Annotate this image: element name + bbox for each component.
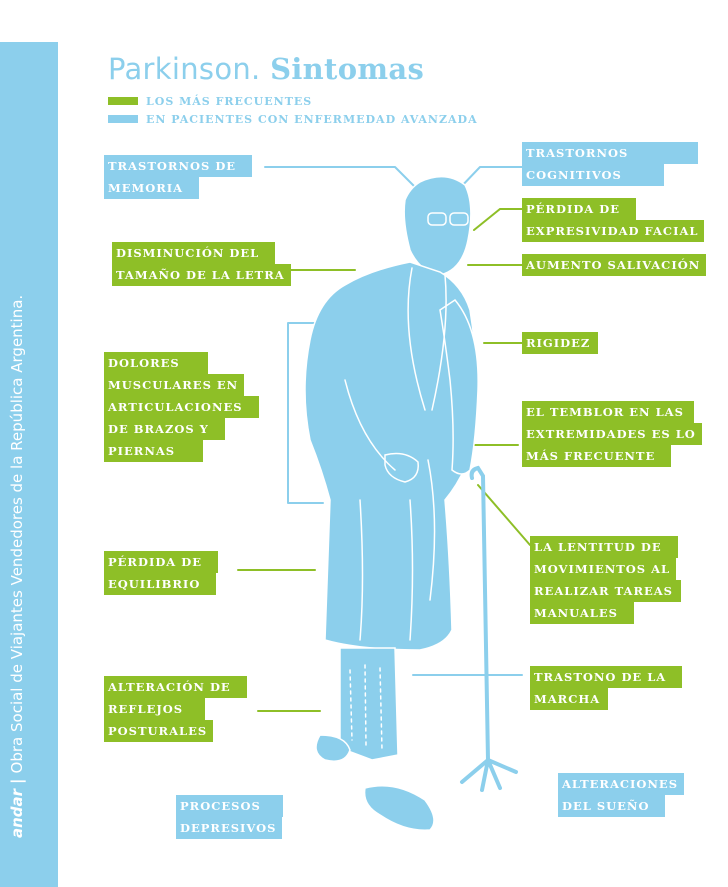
symptom-cognitivos: [522, 142, 698, 186]
symptom-lentitud: [530, 536, 681, 624]
organization-name: Obra Social de Viajantes Vendedores de la República Argentina.: [8, 294, 26, 774]
label-line: LA LENTITUD DE: [530, 536, 678, 558]
title-light: Parkinson.: [108, 52, 261, 86]
label-line: REALIZAR TAREAS: [530, 580, 681, 602]
label-line: PROCESOS: [176, 795, 283, 817]
label-line: TAMAÑO DE LA LETRA: [112, 264, 291, 286]
label-line: MÁS FRECUENTE: [522, 445, 671, 467]
label-line: PIERNAS: [104, 440, 203, 462]
label-line: TRASTONO DE LA: [530, 666, 682, 688]
label-line: DISMINUCIÓN DEL: [112, 242, 275, 264]
label-line: TRASTORNOS DE: [104, 155, 252, 177]
head-shape: [404, 177, 471, 275]
legend-label: LOS MÁS FRECUENTES: [146, 94, 313, 108]
label-line: EL TEMBLOR EN LAS: [522, 401, 694, 423]
brand-separator: |: [8, 778, 26, 784]
label-line: MOVIMIENTOS AL: [530, 558, 676, 580]
label-line: PÉRDIDA DE: [104, 551, 218, 573]
leader-line-memoria: [265, 167, 420, 192]
label-line: ALTERACIÓN DE: [104, 676, 247, 698]
label-line: TRASTORNOS: [522, 142, 698, 164]
symptom-depresivos: [176, 795, 283, 839]
symptom-salivacion: [522, 254, 706, 276]
label-line: ARTICULACIONES: [104, 396, 259, 418]
label-line: COGNITIVOS: [522, 164, 664, 186]
leader-line-expresividad: [474, 209, 522, 230]
symptom-letra: [112, 242, 291, 286]
leader-line-cognitivos: [458, 167, 522, 190]
label-line: POSTURALES: [104, 720, 213, 742]
label-line: MEMORIA: [104, 177, 199, 199]
cane: [462, 468, 516, 790]
label-line: AUMENTO SALIVACIÓN: [522, 254, 706, 276]
symptom-reflejos: [104, 676, 247, 742]
label-line: DE BRAZOS Y: [104, 418, 225, 440]
legend-label: EN PACIENTES CON ENFERMEDAD AVANZADA: [146, 112, 478, 126]
symptom-temblor: [522, 401, 702, 467]
label-line: EXTREMIDADES ES LO: [522, 423, 702, 445]
symptom-marcha: [530, 666, 682, 710]
brand-name: andar: [8, 788, 26, 838]
label-line: DEPRESIVOS: [176, 817, 282, 839]
symptom-dolores: [104, 352, 259, 462]
symptom-expresividad: [522, 198, 704, 242]
symptom-sueno: [558, 773, 684, 817]
label-line: DOLORES: [104, 352, 208, 374]
label-line: MUSCULARES EN: [104, 374, 244, 396]
legs-shape: [340, 648, 398, 760]
label-line: EQUILIBRIO: [104, 573, 216, 595]
label-line: REFLEJOS: [104, 698, 205, 720]
label-line: RIGIDEZ: [522, 332, 598, 354]
label-line: DEL SUEÑO: [558, 795, 665, 817]
label-line: MARCHA: [530, 688, 608, 710]
foot-right-shape: [365, 786, 434, 830]
symptom-equilibrio: [104, 551, 218, 595]
label-line: MANUALES: [530, 602, 634, 624]
label-line: EXPRESIVIDAD FACIAL: [522, 220, 704, 242]
label-line: PÉRDIDA DE: [522, 198, 636, 220]
symptom-memoria: [104, 155, 252, 199]
symptom-rigidez: [522, 332, 598, 354]
label-line: ALTERACIONES: [558, 773, 684, 795]
title-bold: Sintomas: [270, 52, 425, 86]
